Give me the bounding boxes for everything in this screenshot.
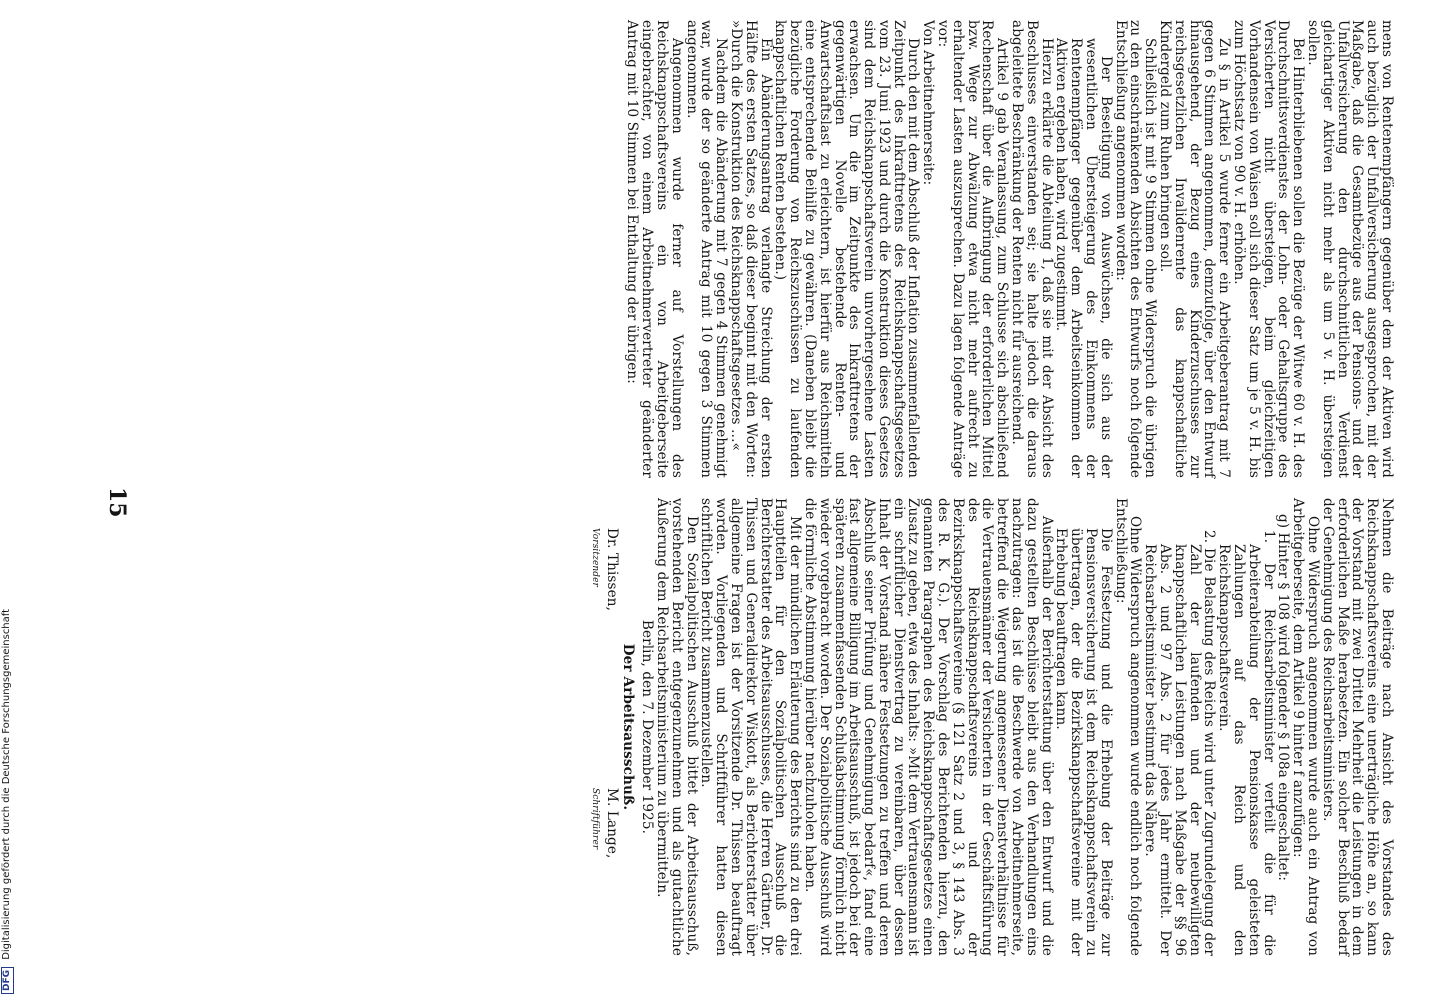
footer-note: Digitalisierung gefördert durch die Deutsche Forschungsgemeinschaft — [1, 608, 12, 960]
paragraph: Ohne Widerspruch angenommen wurde endlich noch folgende Entschließung: — [1112, 498, 1144, 956]
paragraph: Nachdem die Abänderung mit 7 gegen 4 Stimmen genehmigt war, wurde der so geänderte Antrag mit 10 gegen 3 Stimmen angenommen. — [683, 20, 730, 478]
paragraph: Ohne Widerspruch angenommen wurde auch ein Antrag von Arbeitgeberseite, dem Artikel 9 hinter f anzufügen: — [1290, 498, 1322, 956]
list-item: 2. Die Belastung des Reichs wird unter Zugrundelegung der Zahl der laufenden und der neubewilligten knappschaftlichen Leistungen nach Maßgabe der §§ 96 Abs. 2 und 97 Abs. 2 für jedes Jahr ermittelt. Der Reichsarbeitsminister bestimmt das Nähere. — [1142, 530, 1218, 956]
paragraph: Nehmen die Beiträge nach Ansicht des Vorstandes des Reichsknappschaftsvereins eine unerträgliche Höhe an, so kann der Vorstand mit zwei Drittel Mehrheit die Leistungen in dem erforderlichen Maße herabsetzen. Ein solcher Beschluß bedarf der Genehmigung des Reichsarbeitsministers. — [1319, 498, 1395, 956]
dfg-logo: DFG — [1, 967, 14, 994]
paragraph: Hierzu erklärte die Abteilung 1, daß sie mit der Absicht des Beschlusses einverstanden sei; sie halte jedoch die daraus abgeleitete Beschränkung der Renten nicht für ausreichend. — [1009, 20, 1055, 478]
signature-block — [587, 498, 621, 956]
paragraph: mens von Rentenempfängern gegenüber dem der Aktiven wird auch bezüglich der Unfallversicherung ausgesprochen, mit der Maßgabe, daß die Gesamtbezüge aus der Pensions- und der Unfallversicherung den durchschnittlichen Verdienst gleichartiger Aktiven nicht mehr als um 5 v. H. übersteigen sollen. — [1305, 20, 1395, 478]
right-text-column — [164, 498, 1394, 956]
list-item: g) Hinter § 108 wird folgender § 108a eingeschaltet: — [1275, 514, 1292, 882]
paragraph: Außerhalb der Berichterstattung über den Entwurf und die dazu gestellten Beschlüsse bleibt aus den Verhandlungen eins nachzutragen: das ist die Beschwerde von Arbeitnehmerseite, betreffend die Weigerung angemessener Dienstverhältnisse für die Vertrauensmänner der Versicherten in der Geschäftsführung des Reichsknappschaftsvereins und der Bezirksknappschaftsvereine (§ 121 Satz 2 und 3, § 143 Abs. 3 des R. K. G.). Der Vorschlag des Berichtenden hierzu, den genannten Paragraphen des Reichsknappschaftsgesetzes einen Zusatz zu geben, etwa des Inhalts: »Mit dem Vertrauensmann ist ein schriftlicher Dienstvertrag zu vereinbaren, über dessen Inhalt der Vorstand nähere Festsetzungen zu treffen und deren Abschluß seiner Prüfung und Genehmigung bedarf«, fand eine fast allgemeine Billigung im Arbeitsausschuß, ist jedoch bei der späteren zusammenfassenden Schlußabstimmung förmlich nicht wieder vorgebracht worden. Der Sozialpolitische Ausschuß wird die förmliche Abstimmung hierüber nachzuholen haben. — [801, 498, 1055, 956]
secretary-name: M. Lange, — [603, 788, 620, 859]
date-line: Berlin, den 7. Dezember 1925. — [639, 619, 656, 835]
paragraph: Ein Abänderungsantrag verlangte Streichung der ersten Hälfte des ersten Satzes, so daß dieser beginnt mit den Worten: »Durch die Konstruktion des Reichsknappschaftsgesetzes …« — [727, 20, 774, 478]
resolution-text: Die Festsetzung und die Erhebung der Beiträge zur Pensionsversicherung ist dem Reichsknappschaftsverein zu übertragen, der die Bezirksknappschaftsvereine mit der Erhebung beauftragen kann. — [1053, 528, 1114, 956]
paragraph: Schließlich ist mit 9 Stimmen ohne Widerspruch die übrigen zu den einschränkenden Absichten des Entwurfs noch folgende Entschließung angenommen worden: — [1112, 20, 1159, 478]
committee-name: Der Arbeitsausschuß. — [620, 643, 637, 811]
chair-role: Vorsitzender — [589, 528, 600, 587]
left-text-column — [134, 20, 1394, 478]
secretary-role: Schriftführer — [589, 788, 600, 850]
paragraph: Von Arbeitnehmerseite: — [920, 20, 937, 186]
paragraph: Durch den mit dem Abschluß der Inflation zusammenfallenden Zeitpunkt des Inkrafttretens des Reichsknappschaftsgesetzes vom 23. Juni 1923 und durch die Konstruktion dieses Gesetzes sind dem Reichsknappschaftsverein unvorhergesehene Lasten erwachsen. Um die im Zeitpunkte des Inkrafttretens der gegenwärtigen Novelle bestehende Renten- und Anwartschaftslast zu erleichtern, ist hierfür aus Reichsmitteln eine entsprechende Beihilfe zu gewähren. (Daneben bleibt die bezügliche Forderung von Reichszuschüssen zu laufenden knappschaftlichen Renten bestehen.) — [772, 20, 922, 478]
footer-strip — [0, 0, 14, 1000]
paragraph: Artikel 9 gab Veranlassung, zum Schlusse sich abschließend Rechenschaft über die Aufbringung der erforderlichen Mittel bzw. Wege zur Abwälzung etwa nicht mehr aufrecht zu erhaltender Lasten auszusprechen. Dazu lagen folgende Anträge vor: — [935, 20, 1011, 478]
list-item: 1. Der Reichsarbeitsminister verteilt die für die Arbeiterabteilung der Pensionskasse geleisteten Zahlungen auf das Reich und den Reichsknappschaftsverein. — [1216, 530, 1277, 956]
secretary-signature — [587, 788, 619, 858]
paragraph: Zu § in Artikel 5 wurde ferner ein Arbeitgeberantrag mit 7 gegen 6 Stimmen angenommen, demzufolge, über den Entwurf hinausgehend, der Bezug eines Kinderzuschusses zur reichsgesetzlichen Invalidenrente das knappschaftliche Kindergeld zum Ruhen bringen soll. — [1157, 20, 1233, 478]
chair-signature — [587, 528, 619, 611]
paragraph: Den Sozialpolitischen Ausschuß bittet der Arbeitsausschuß, vorstehenden Bericht entgegenzunehmen und als gutachtliche Äußerung dem Reichsarbeitsministerium zu übermitteln. — [653, 498, 700, 956]
page-number: 15 — [104, 487, 130, 518]
paragraph: Bei Hinterbliebenen sollen die Bezüge der Witwe 60 v. H. des Durchschnittsverdienstes der Lohn- oder Gehaltsgruppe des Versicherten nicht übersteigen, beim gleichzeitigen Vorhandensein von Waisen soll sich dieser Satz um je 5 v. H. bis zum Höchstsatz von 90 v. H. erhöhen. — [1231, 20, 1307, 478]
paragraph: Mit der mündlichen Erläuterung des Berichts sind zu den drei Hauptteilen für den Sozialpolitischen Ausschuß die Berichterstatter des Arbeitsausschusses, die Herren Gärtner, Dr. Thissen und Generaldirektor Wiskott, als Berichterstatter über allgemeine Fragen ist der Vorsitzende Dr. Thissen beauftragt worden. Vorliegenden und Schriftführer hatten diesen schriftlichen Bericht zusammenzustellen. — [698, 498, 804, 956]
chair-name: Dr. Thissen, — [603, 528, 620, 611]
paragraph: Angenommen wurde ferner auf Vorstellungen des Reichsknappschaftsvereins ein von Arbeitgeberseite eingebrachter, von einem Arbeitnehmervertreter geänderter Antrag mit 10 Stimmen bei Enthaltung der übrigen: — [624, 20, 685, 478]
resolution-text: Der Beseitigung von Auswüchsen, die sich aus der wesentlichen Übersteigerung des Einkommens der Rentenempfänger gegenüber dem Arbeitseinkommen der Aktiven ergeben haben, wird zugestimmt. — [1053, 38, 1114, 478]
